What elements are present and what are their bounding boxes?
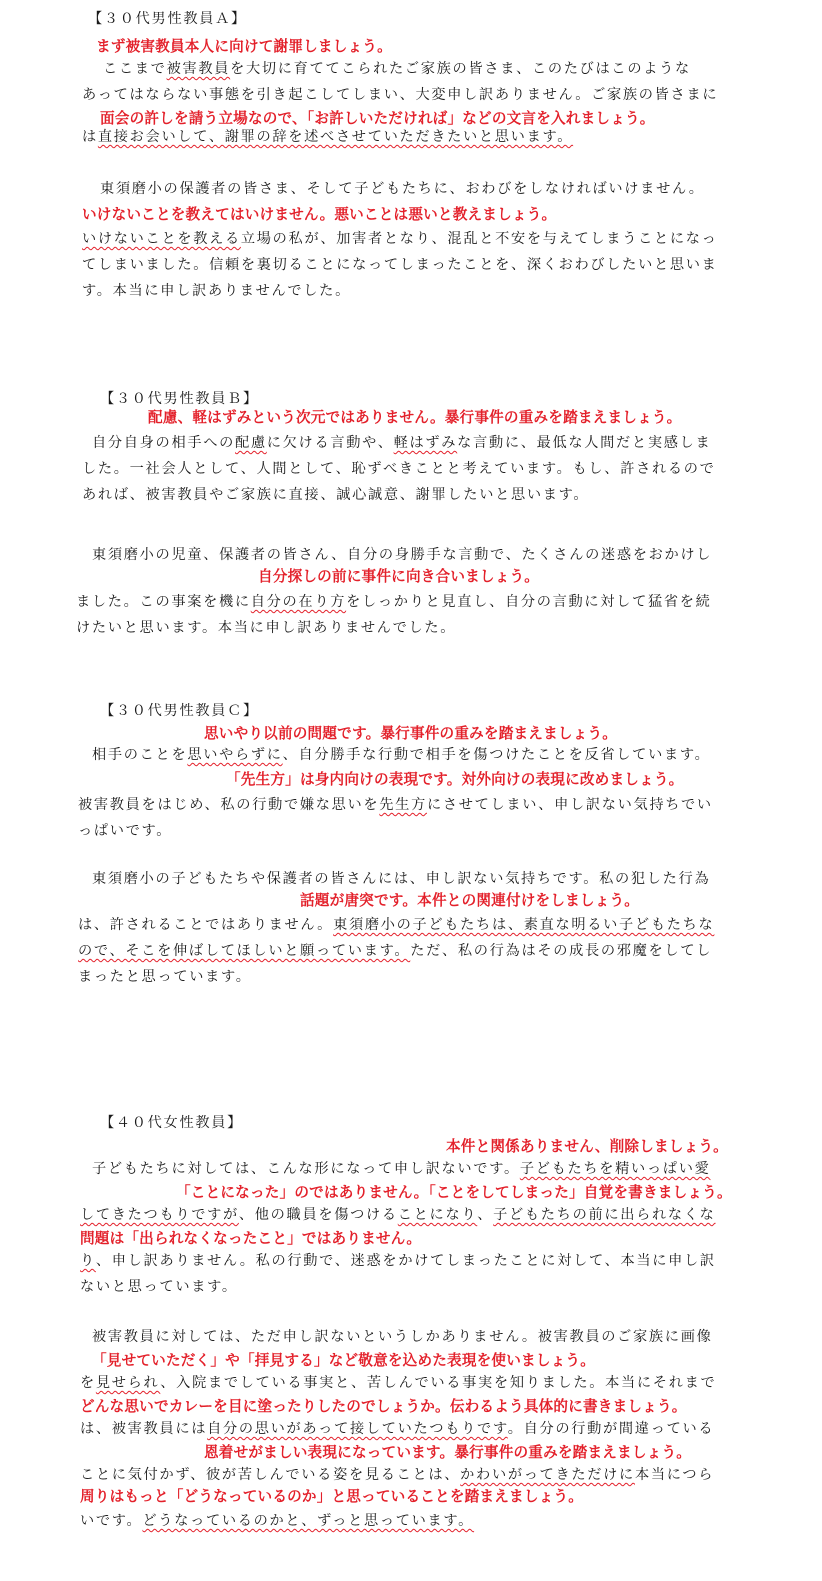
correction-note: 本件と関係ありません、削除しましょう。 xyxy=(446,1138,728,1155)
correction-note: 恩着せがましい表現になっています。暴行事件の重みを踏まえましょう。 xyxy=(204,1444,692,1461)
correction-note: 話題が唐突です。本件との関連付けをしましょう。 xyxy=(300,892,640,909)
text-segment: 東須磨小の子どもたちや保護者の皆さんには、申し訳ない気持ちです。私の犯した行為 xyxy=(92,871,711,887)
text-segment: 、自分勝手な行動で相手を傷つけたことを反省しています。 xyxy=(282,747,711,763)
statement-line xyxy=(80,1514,474,1528)
text-segment: 相手のことを xyxy=(92,747,188,763)
statement-line xyxy=(82,88,718,102)
text-segment: 自分自身の相手への xyxy=(92,435,235,451)
text-segment: は、被害教員には xyxy=(80,1421,208,1437)
text-segment: 被害教員に対しては、ただ申し訳ないというしかありません。被害教員のご家族に画像 xyxy=(92,1329,713,1345)
text-segment: 、入院までしている事実と、苦しんでいる事実を知りました。本当にそれまで xyxy=(160,1375,717,1391)
correction-note: 「先生方」は身内向けの表現です。対外向けの表現に改めましょう。 xyxy=(226,771,684,788)
correction-note: 自分探しの前に事件に向き合いましょう。 xyxy=(258,568,540,585)
statement-line xyxy=(92,1162,711,1176)
statement-line xyxy=(92,548,712,562)
statement-line xyxy=(82,488,589,502)
statement-line xyxy=(92,748,711,762)
flagged-phrase: してきたつもりですが xyxy=(80,1207,239,1223)
text-segment: あってはならない事態を引き起こしてしまい、大変申し訳ありません。ご家族の皆さまに xyxy=(82,87,719,103)
section-heading: 【３０代男性教員Ｃ】 xyxy=(100,703,259,719)
flagged-phrase: ので、そこを伸ばしてほしいと願っています。 xyxy=(78,943,411,959)
flagged-phrase: 見せられ xyxy=(95,1375,161,1391)
statement-line xyxy=(78,798,713,812)
text-segment: 、申し訳ありません。私の行動で、迷惑をかけてしまったことに対して、本当に申し訳 xyxy=(95,1253,716,1269)
text-segment: ただ、私の行為はその成長の邪魔をしてし xyxy=(410,943,713,959)
statement-line xyxy=(78,970,252,984)
text-segment: あれば、被害教員やご家族に直接、誠心誠意、謝罪したいと思います。 xyxy=(82,487,590,503)
text-segment: 本当につら xyxy=(634,1467,715,1483)
flagged-phrase: 直接お会いして、謝罪の辞を述べさせていただきたいと思います。 xyxy=(97,129,574,145)
correction-note: どんな思いでカレーを目に塗ったりしたのでしょうか。伝わるよう具体的に書きましょう。 xyxy=(80,1398,687,1415)
flagged-phrase: 配慮 xyxy=(235,435,267,451)
statement-line xyxy=(80,1208,716,1222)
text-segment: ここまで xyxy=(103,61,167,77)
statement-line xyxy=(92,1330,712,1344)
statement-line xyxy=(80,1422,714,1436)
statement-line xyxy=(76,595,712,609)
text-segment: いです。 xyxy=(80,1513,143,1529)
text-segment: ことに気付かず、彼が苦しんでいる姿を見ることは、 xyxy=(80,1467,461,1483)
text-segment: に欠ける言動や、 xyxy=(266,435,394,451)
text-segment: てしまいました。信頼を裏切ることになってしまったことを、深くおわびしたいと思いま xyxy=(82,257,718,273)
text-segment: を大切に育ててこられたご家族の皆さま、このたびはこのような xyxy=(230,61,691,77)
statement-line xyxy=(78,918,714,932)
flagged-phrase: 自分の在り方 xyxy=(250,594,347,610)
statement-line xyxy=(80,1468,714,1482)
statement-line xyxy=(82,130,573,144)
flagged-phrase: 先生方 xyxy=(379,797,427,813)
flagged-phrase: 子どもたちの前に出られなくな xyxy=(493,1207,716,1223)
text-segment: は xyxy=(82,129,98,145)
flagged-phrase: 東須磨小の子どもたちは、素直な明るい子どもたちな xyxy=(333,917,715,933)
text-segment: をしっかりと見直し、自分の言動に対して猛省を続 xyxy=(346,594,712,610)
correction-note: 「見せていただく」や「拝見する」など敬意を込めた表現を使いましょう。 xyxy=(92,1352,595,1369)
correction-note: いけないことを教えてはいけません。悪いことは悪いと教えましょう。 xyxy=(82,206,557,223)
statement-line xyxy=(78,824,172,838)
statement-line xyxy=(82,258,718,272)
text-segment: 東須磨小の保護者の皆さま、そして子どもたちに、おわびをしなければいけません。 xyxy=(100,181,705,197)
statement-line xyxy=(76,621,456,635)
statement-line xyxy=(100,182,705,196)
text-segment: を xyxy=(80,1375,96,1391)
statement-line xyxy=(92,436,711,450)
flagged-phrase: 軽はずみ xyxy=(393,435,458,451)
text-segment: 。自分の行動が間違っている xyxy=(507,1421,715,1437)
correction-note: 思いやり以前の問題です。暴行事件の重みを踏まえましょう。 xyxy=(204,725,618,742)
text-segment: けたいと思います。本当に申し訳ありませんでした。 xyxy=(76,620,457,636)
statement-line xyxy=(80,1280,238,1294)
text-segment: ました。この事案を機に xyxy=(76,594,251,610)
flagged-phrase: いけないことを教える xyxy=(82,231,241,247)
statement-line xyxy=(82,232,718,246)
flagged-phrase: り xyxy=(80,1253,96,1269)
flagged-phrase: どうなっているのかと、ずっと思っています。 xyxy=(142,1513,475,1529)
text-segment: 被害教員をはじめ、私の行動で嫌な思いを xyxy=(78,797,380,813)
text-segment: ないと思っています。 xyxy=(80,1279,238,1295)
flagged-phrase: 思いやらずに xyxy=(187,747,283,763)
correction-note: 周りはもっと「どうなっているのか」と思っていることを踏まえましょう。 xyxy=(80,1488,583,1505)
correction-note: まず被害教員本人に向けて謝罪しましょう。 xyxy=(96,38,392,55)
text-segment: した。一社会人として、人間として、恥ずべきことと考えています。もし、許されるので xyxy=(82,461,716,477)
text-segment: 東須磨小の児童、保護者の皆さん、自分の身勝手な言動で、たくさんの迷惑をおかけし xyxy=(92,547,713,563)
statement-line xyxy=(78,944,712,958)
text-segment: まったと思っています。 xyxy=(78,969,252,985)
section-heading: 【３０代男性教員Ｂ】 xyxy=(100,391,259,407)
statement-line xyxy=(80,1254,716,1268)
statement-line xyxy=(82,462,716,476)
text-segment: にさせてしまい、申し訳ない気持ちでい xyxy=(426,797,713,813)
statement-line xyxy=(82,284,351,298)
statement-line xyxy=(103,62,691,76)
correction-note: 配慮、軽はずみという次元ではありません。暴行事件の重みを踏まえましょう。 xyxy=(148,409,682,426)
flagged-phrase: かわいがってきただけに xyxy=(460,1467,635,1483)
flagged-phrase: 自分の思いがあって接していたつもりです xyxy=(207,1421,508,1437)
text-segment: す。本当に申し訳ありませんでした。 xyxy=(82,283,351,299)
text-segment: は、許されることではありません。 xyxy=(78,917,334,933)
text-segment: 、 xyxy=(477,1207,494,1223)
correction-note: 問題は「出られなくなったこと」ではありません。 xyxy=(80,1230,422,1247)
correction-note: 面会の許しを請う立場なので、「お許しいただければ」などの文言を入れましょう。 xyxy=(100,110,655,127)
section-heading: 【４０代女性教員】 xyxy=(100,1115,243,1131)
text-segment: な言動に、最低な人間だと実感しま xyxy=(457,435,712,451)
flagged-phrase: ことになり xyxy=(397,1207,478,1223)
text-segment: 子どもたちに対しては、こんな形になって申し訳ないです。 xyxy=(92,1161,520,1177)
section-heading: 【３０代男性教員Ａ】 xyxy=(88,11,247,27)
correction-note: 「ことになった」のではありません。「ことをしてしまった」自覚を書きましょう。 xyxy=(176,1184,732,1201)
flagged-phrase: 子どもたちを精いっぱい愛 xyxy=(519,1161,711,1177)
text-segment: っぱいです。 xyxy=(78,823,173,839)
flagged-phrase: 被害教員 xyxy=(166,61,231,77)
statement-line xyxy=(80,1376,716,1390)
text-segment: 立場の私が、加害者となり、混乱と不安を与えてしまうことになっ xyxy=(240,231,718,247)
statement-line xyxy=(92,872,710,886)
text-segment: 、他の職員を傷つける xyxy=(238,1207,398,1223)
